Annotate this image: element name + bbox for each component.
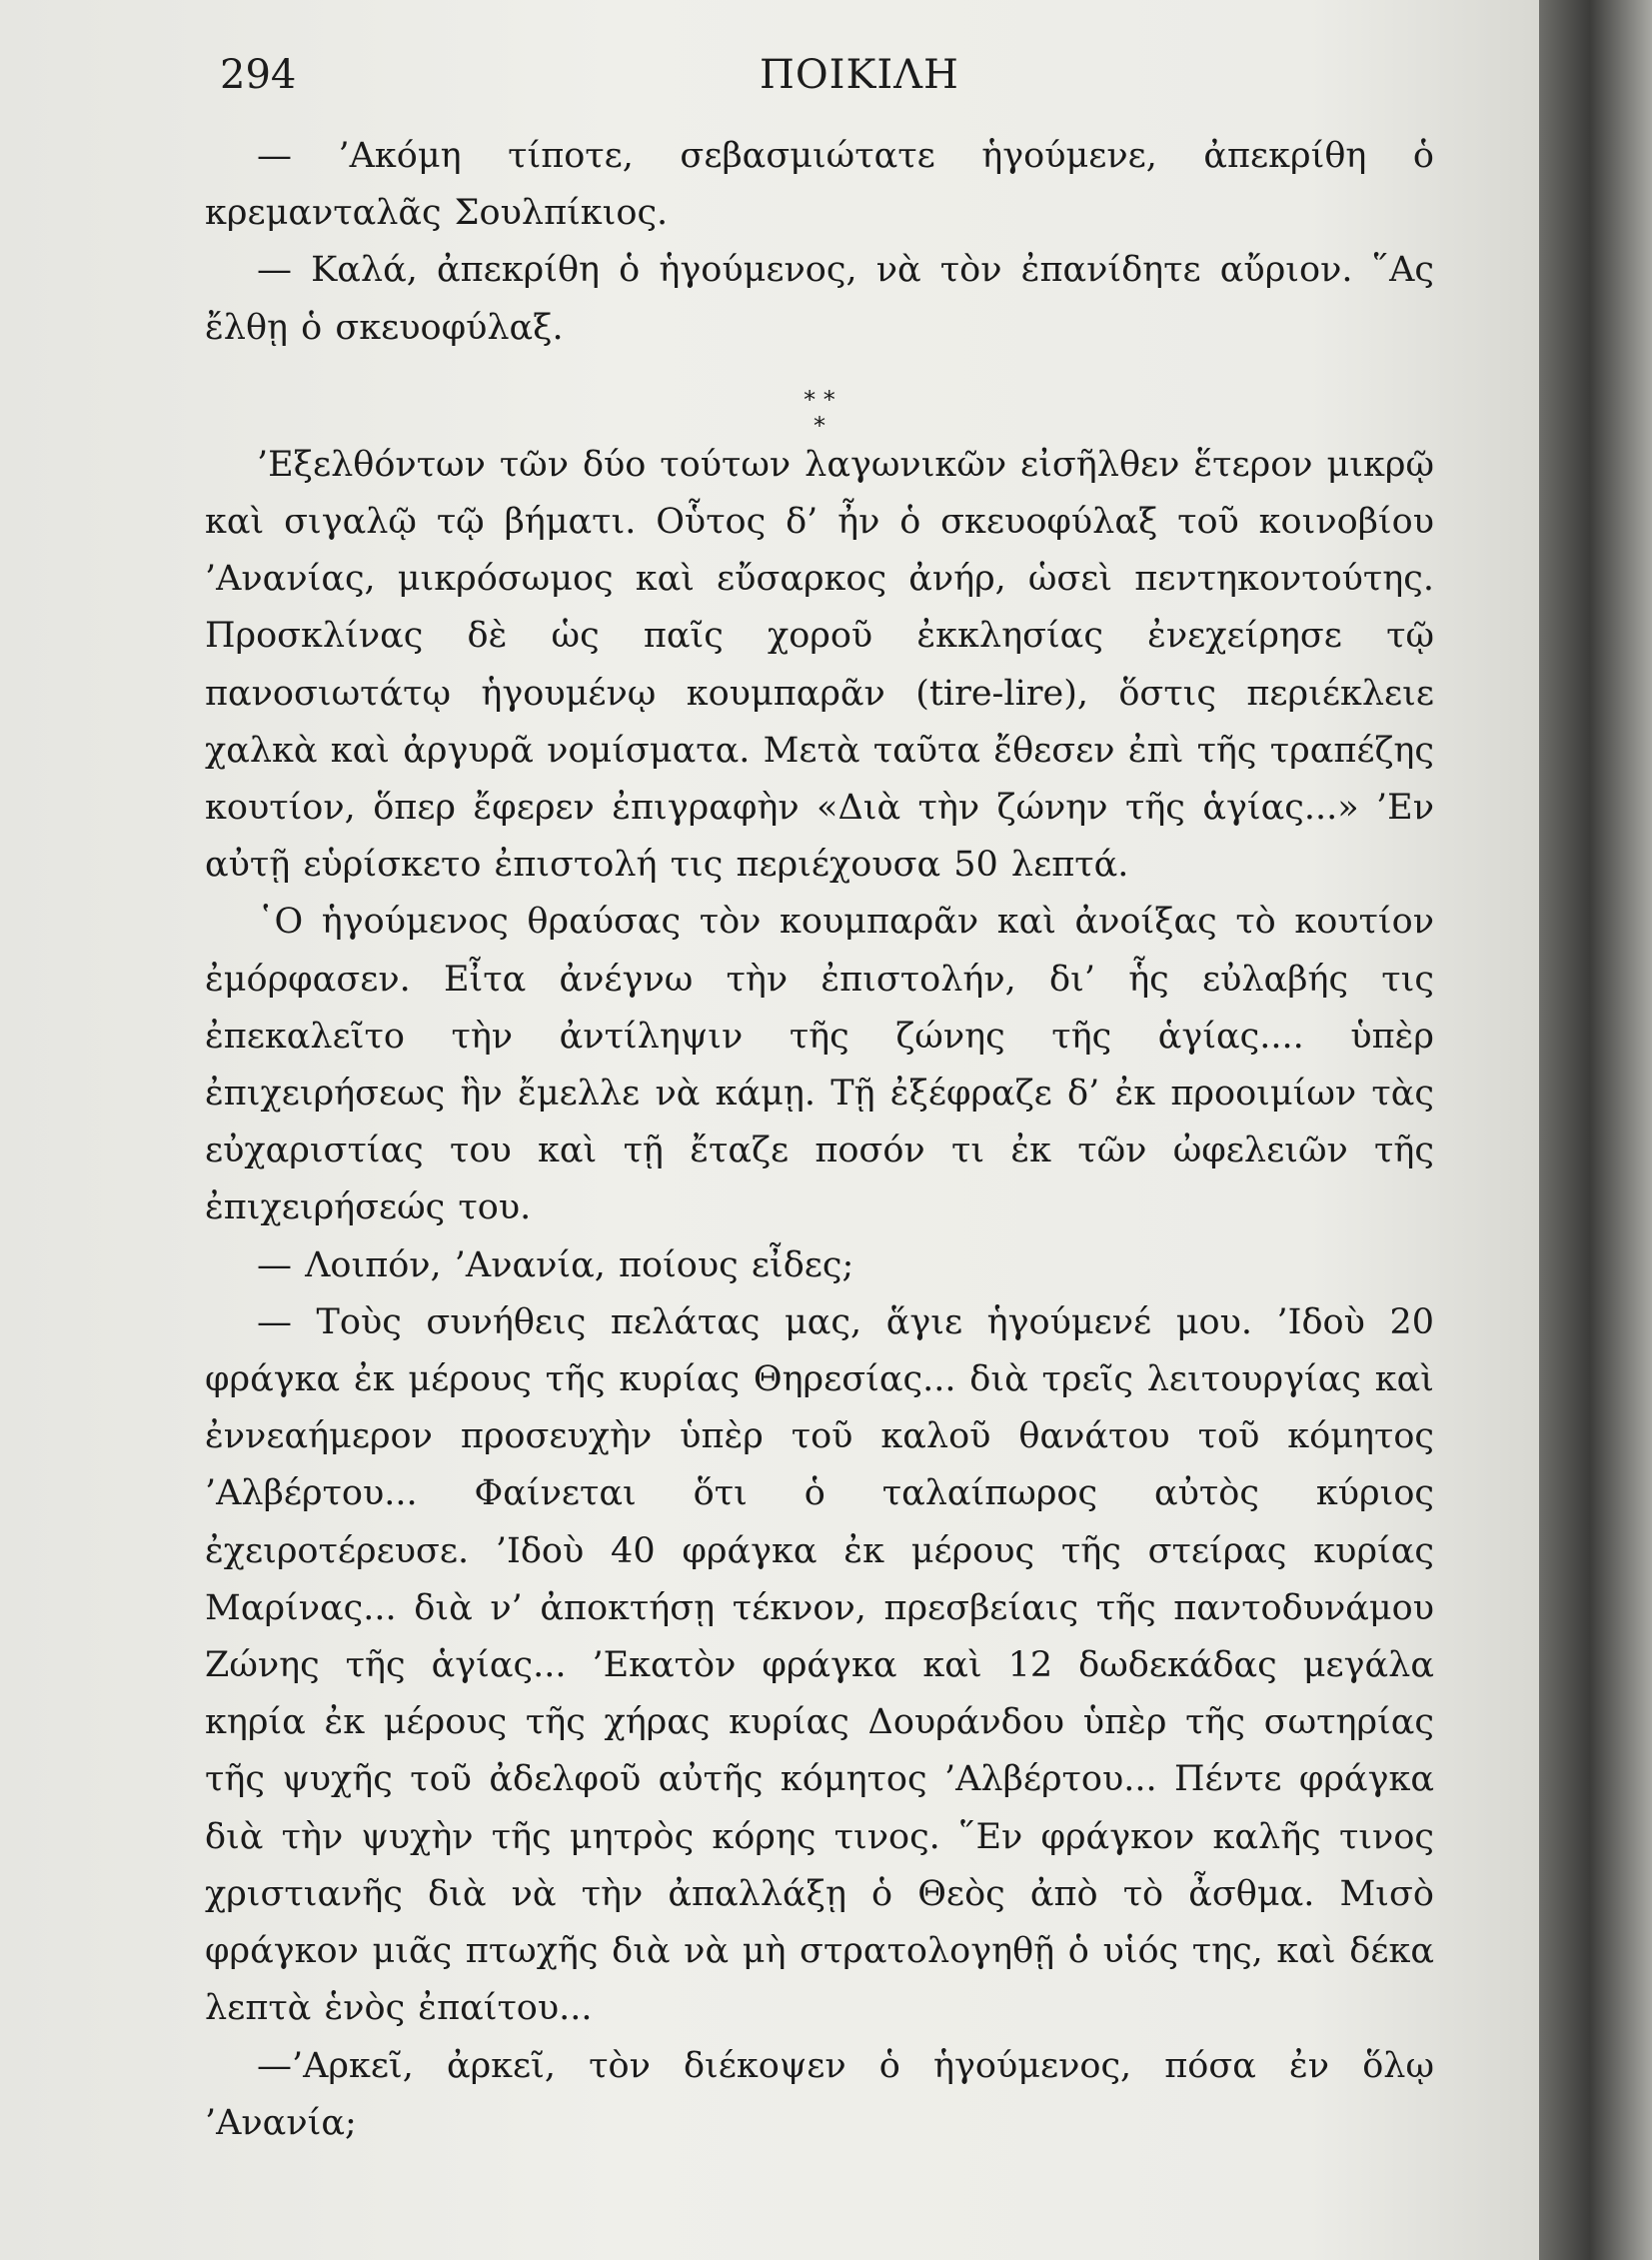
separator-stars-top: * *: [804, 385, 835, 414]
separator-star-bottom: *: [814, 411, 826, 440]
body-text: [205, 128, 1434, 2152]
paragraph: — Καλά, ἀπεκρίθη ὁ ἡγούμενος, νὰ τὸν ἐπανίδητε αὔριον. ῞Ας ἔλθῃ ὁ σκευοφύλαξ.: [205, 250, 1434, 348]
book-gutter: [1539, 0, 1652, 2260]
page-header: [220, 52, 1469, 112]
paragraph: — Λοιπόν, ’Ανανία, ποίους εἶδες;: [257, 1244, 854, 1285]
section-separator: [205, 357, 1434, 440]
running-title: ΠΟΙΚΙΛΗ: [760, 52, 959, 98]
paragraph: — ’Ακόμη τίποτε, σεβασμιώτατε ἡγούμενε, ἀπεκρίθη ὁ κρεμανταλᾶς Σουλπίκιος.: [205, 136, 1434, 234]
paragraph: ’Εξελθόντων τῶν δύο τούτων λαγωνικῶν εἰσῆλθεν ἕτερον μικρῷ καὶ σιγαλῷ τῷ βήματι. Οὗτος δ’ ἦν ὁ σκευοφύλαξ τοῦ κοινοβίου ’Ανανίας, μικρόσωμος καὶ εὔσαρκος ἀνήρ, ὡσεὶ πεντηκοντούτης. Προσκλίνας δὲ ὡς παῖς χοροῦ ἐκκλησίας ἐνεχείρησε τῷ πανοσιωτάτῳ ἡγουμένῳ κουμπαρᾶν (tire-lire), ὅστις περιέκλειε χαλκὰ καὶ ἀργυρᾶ νομίσματα. Μετὰ ταῦτα ἔθεσεν ἐπὶ τῆς τραπέζης κουτίον, ὅπερ ἔφερεν ἐπιγραφὴν «Διὰ τὴν ζώνην τῆς ἁγίας...» ’Εν αὐτῇ εὑρίσκετο ἐπιστολή τις περιέχουσα 50 λεπτά.: [205, 444, 1434, 886]
page-number: 294: [220, 52, 297, 98]
paragraph: —’Αρκεῖ, ἀρκεῖ, τὸν διέκοψεν ὁ ἡγούμενος, πόσα ἐν ὅλῳ ’Ανανία;: [205, 2045, 1434, 2143]
paragraph: — Τοὺς συνήθεις πελάτας μας, ἅγιε ἡγούμενέ μου. ’Ιδοὺ 20 φράγκα ἐκ μέρους τῆς κυρίας Θηρεσίας... διὰ τρεῖς λειτουργίας καὶ ἐννεαήμερον προσευχὴν ὑπὲρ τοῦ καλοῦ θανάτου τοῦ κόμητος ’Αλβέρτου... Φαίνεται ὅτι ὁ ταλαίπωρος αὐτὸς κύριος ἐχειροτέρευσε. ’Ιδοὺ 40 φράγκα ἐκ μέρους τῆς στείρας κυρίας Μαρίνας... διὰ ν’ ἀποκτήσῃ τέκνον, πρεσβείαις τῆς παντοδυνάμου Ζώνης τῆς ἁγίας... ’Εκατὸν φράγκα καὶ 12 δωδεκάδας μεγάλα κηρία ἐκ μέρους τῆς χήρας κυρίας Δουράνδου ὑπὲρ τῆς σωτηρίας τῆς ψυχῆς τοῦ ἀδελφοῦ αὐτῆς κόμητος ’Αλβέρτου... Πέντε φράγκα διὰ τὴν ψυχὴν τῆς μητρὸς κόρης τινος. ῞Εν φράγκον καλῆς τινος χριστιανῆς διὰ νὰ τὴν ἀπαλλάξῃ ὁ Θεὸς ἀπὸ τὸ ἆσθμα. Μισὸ φράγκον μιᾶς πτωχῆς διὰ νὰ μὴ στρατολογηθῇ ὁ υἱός της, καὶ δέκα λεπτὰ ἑνὸς ἐπαίτου...: [205, 1301, 1434, 2029]
paragraph: ῾Ο ἡγούμενος θραύσας τὸν κουμπαρᾶν καὶ ἀνοίξας τὸ κουτίον ἐμόρφασεν. Εἶτα ἀνέγνω τὴν ἐπιστολήν, δι’ ἧς εὐλαβής τις ἐπεκαλεῖτο τὴν ἀντίληψιν τῆς ζώνης τῆς ἁγίας.... ὑπὲρ ἐπιχειρήσεως ἣν ἔμελλε νὰ κάμῃ. Τῇ ἐξέφραζε δ’ ἐκ προοιμίων τὰς εὐχαριστίας του καὶ τῇ ἔταζε ποσόν τι ἐκ τῶν ὠφελειῶν τῆς ἐπιχειρήσεώς του.: [205, 902, 1434, 1228]
